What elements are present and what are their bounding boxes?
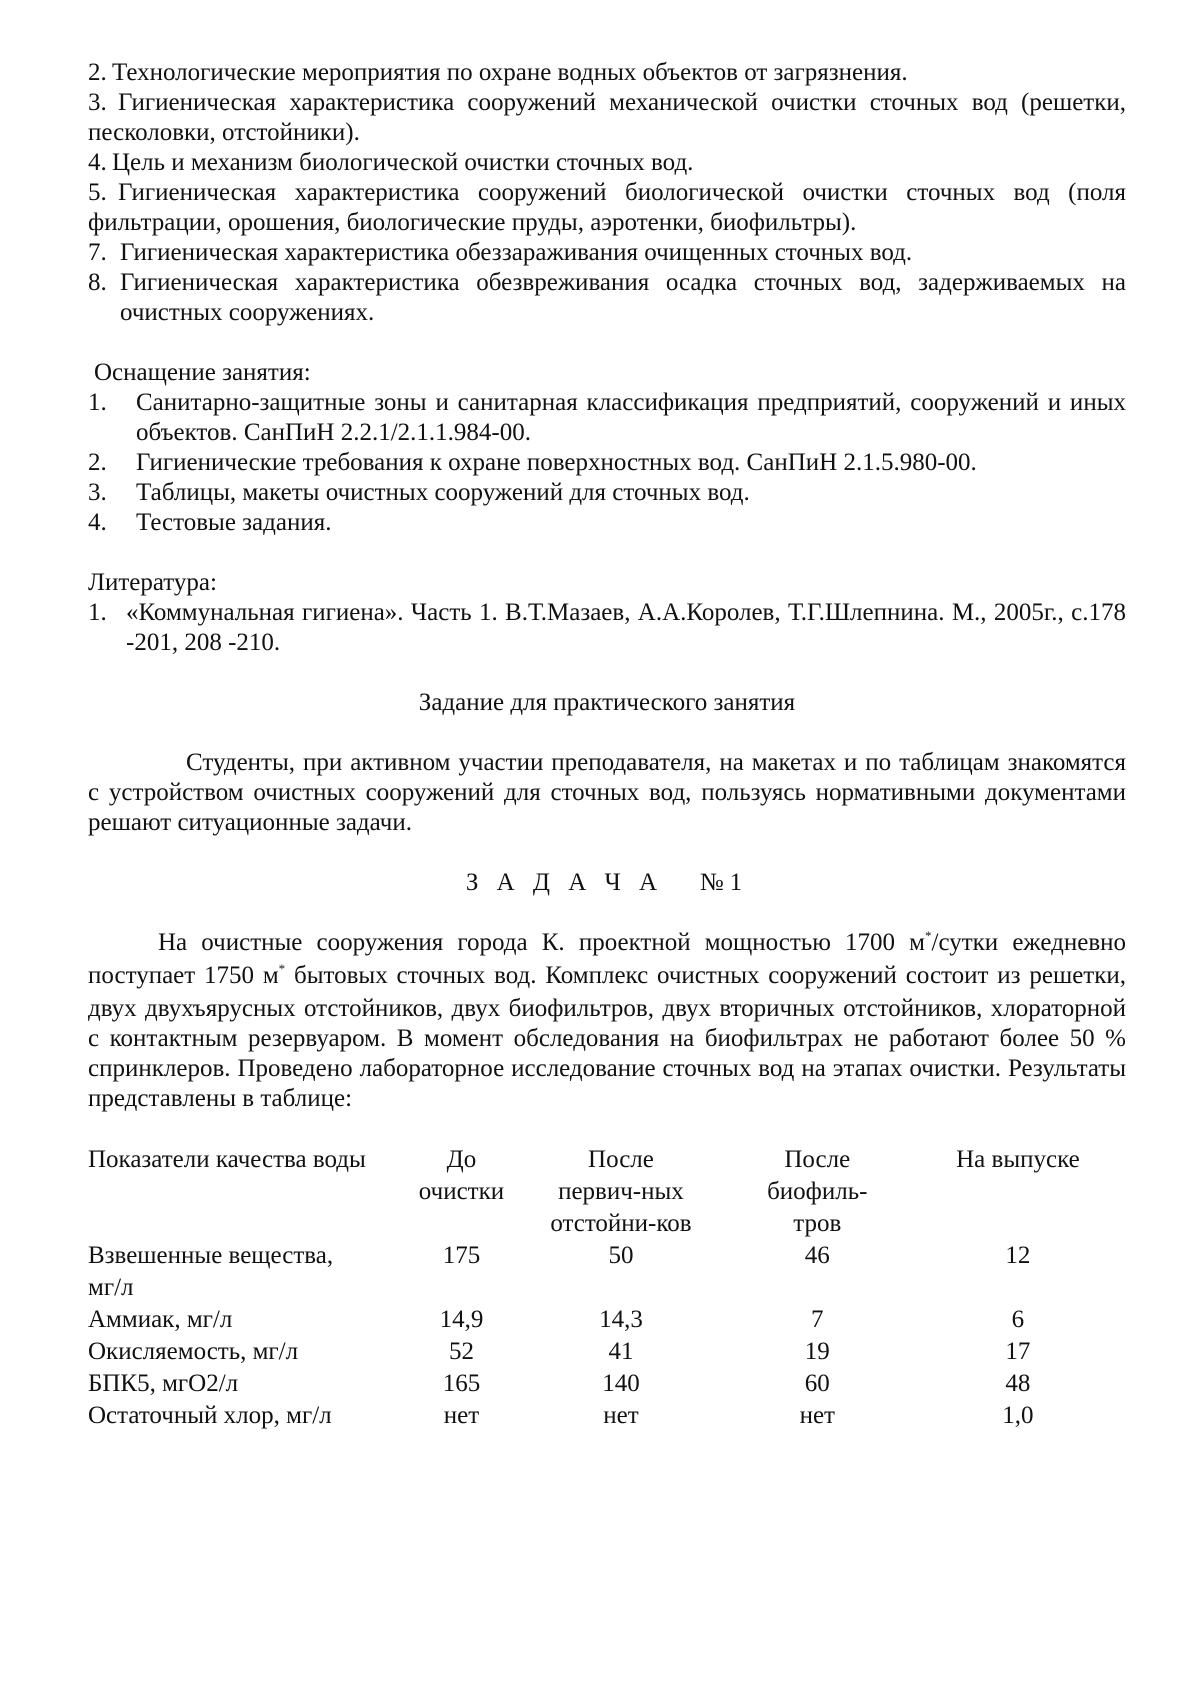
column-header: После первич-ных отстойни-ков [550, 1146, 692, 1237]
item-text: Гигиеническая характеристика сооружений биологической очистки сточных вод (поля фильтрации, орошения, биологические пруды, аэротенки, биофильтры). [88, 179, 1126, 236]
column-header: После биофиль-тров [767, 1146, 868, 1237]
table-cell: 1,0 [1002, 1402, 1034, 1429]
item-number: 4. [88, 149, 107, 176]
table-cell: 165 [442, 1370, 481, 1397]
item-text: Санитарно-защитные зоны и санитарная классификация предприятий, сооружений и иных объектов. СанПиН 2.2.1/2.1.1.984-00. [136, 389, 1126, 446]
column-header: На выпуске [956, 1146, 1080, 1173]
equipment-list [88, 388, 1126, 538]
item-text: Гигиеническая характеристика обезвреживания осадка сточных вод, задерживаемых на очистных сооружениях. [120, 269, 1126, 326]
task-title: З А Д А Ч А №1 [465, 869, 749, 896]
item-number: 2. [88, 59, 107, 86]
list-item [88, 88, 1126, 148]
task-text-part: На очистные сооружения города К. проектной мощностью 1700 м [158, 929, 926, 956]
table-cell: 175 [442, 1242, 481, 1269]
item-text: Гигиеническая характеристика обеззараживания очищенных сточных вод. [120, 239, 913, 266]
table-cell: 46 [804, 1242, 830, 1269]
row-label: Аммиак, мг/л [88, 1306, 233, 1333]
row-label: Остаточный хлор, мг/л [88, 1402, 332, 1429]
table-cell: 19 [804, 1338, 830, 1365]
column-header: Показатели качества воды [88, 1146, 366, 1173]
list-item [88, 148, 1126, 178]
item-text: Цель и механизм биологической очистки сточных вод. [112, 149, 694, 176]
table-cell: 41 [608, 1338, 634, 1365]
footnote-mark: * [278, 961, 286, 976]
table-cell: 14,9 [439, 1306, 484, 1333]
column-header: До очистки [418, 1146, 505, 1205]
task-text [88, 928, 1126, 1114]
list-item [88, 388, 1126, 448]
task-text-part: бытовых сточных вод. Комплекс очистных сооружений состоит из решетки, двух двухъярусных отстойников, двух биофильтров, двух вторичных отстойников, хлораторной с контактным резервуаром. В момент обследования на биофильтрах не работают более 50 % спринклеров. Проведено лабораторное исследование сточных вод на этапах очистки. Результаты представлены в таблице: [88, 962, 1126, 1112]
table-cell: нет [443, 1402, 480, 1429]
item-number: 2. [88, 449, 107, 476]
list-item [88, 58, 1126, 88]
list-item [88, 508, 1126, 538]
table-row [88, 1304, 1126, 1336]
item-number: 3. [88, 89, 107, 116]
item-text: Таблицы, макеты очистных сооружений для сточных вод. [136, 479, 750, 506]
row-label: БПК5, мгО2/л [88, 1370, 239, 1397]
questions-list [88, 58, 1126, 328]
literature-title: Литература: [88, 569, 217, 596]
results-table [88, 1144, 1126, 1432]
item-number: 7. [88, 239, 107, 266]
table-cell: 140 [602, 1370, 640, 1397]
table-cell: нет [603, 1402, 639, 1429]
list-item [88, 178, 1126, 238]
item-text: Гигиеническая характеристика сооружений механической очистки сточных вод (решетки, песколовки, отстойники). [88, 89, 1126, 146]
table-cell: 50 [608, 1242, 634, 1269]
item-number: 4. [88, 509, 107, 536]
table-cell: 60 [804, 1370, 830, 1397]
table-row [88, 1240, 1126, 1304]
table-cell: 6 [1011, 1306, 1025, 1333]
item-number: 3. [88, 479, 107, 506]
list-item [88, 238, 1126, 268]
list-item [88, 268, 1126, 328]
table-cell: 52 [448, 1338, 474, 1365]
table-row [88, 1368, 1126, 1400]
item-number: 1. [88, 389, 107, 416]
list-item [88, 478, 1126, 508]
literature-list [88, 598, 1126, 658]
list-item [88, 598, 1126, 658]
table-row [88, 1336, 1126, 1368]
item-text: Гигиенические требования к охране поверхностных вод. СанПиН 2.1.5.980-00. [136, 449, 977, 476]
item-text: Технологические мероприятия по охране водных объектов от загрязнения. [112, 59, 908, 86]
item-text: Тестовые задания. [136, 509, 332, 536]
table-cell: 17 [1005, 1338, 1031, 1365]
item-number: 8. [88, 269, 107, 296]
item-number: 5. [88, 179, 107, 206]
list-item [88, 448, 1126, 478]
table-cell: 14,3 [599, 1306, 643, 1333]
footnote-mark: * [925, 928, 932, 943]
item-number: 1. [88, 599, 107, 626]
table-cell: 7 [811, 1306, 824, 1333]
table-header-row [88, 1144, 1126, 1240]
row-label: Окисляемость, мг/л [88, 1338, 299, 1365]
equipment-title: Оснащение занятия: [94, 359, 311, 386]
row-label: Взвешенные вещества, мг/л [88, 1242, 334, 1301]
item-text: «Коммунальная гигиена». Часть 1. В.Т.Мазаев, А.А.Королев, Т.Г.Шлепнина. М., 2005г., с.178 -201, 208 -210. [126, 599, 1126, 656]
table-cell: 48 [1005, 1370, 1031, 1397]
assignment-title: Задание для практического занятия [418, 689, 796, 716]
table-cell: нет [799, 1402, 835, 1429]
table-row [88, 1400, 1126, 1432]
task-text-part: /сутки ежедневно поступает 1750 м [88, 929, 1126, 989]
document-page [88, 58, 1126, 1432]
assignment-text: Студенты, при активном участии преподавателя, на макетах и по таблицам знакомятся с устройством очистных сооружений для сточных вод, пользуясь нормативными документами решают ситуационные задачи. [88, 749, 1126, 836]
table-cell: 12 [1005, 1242, 1031, 1269]
